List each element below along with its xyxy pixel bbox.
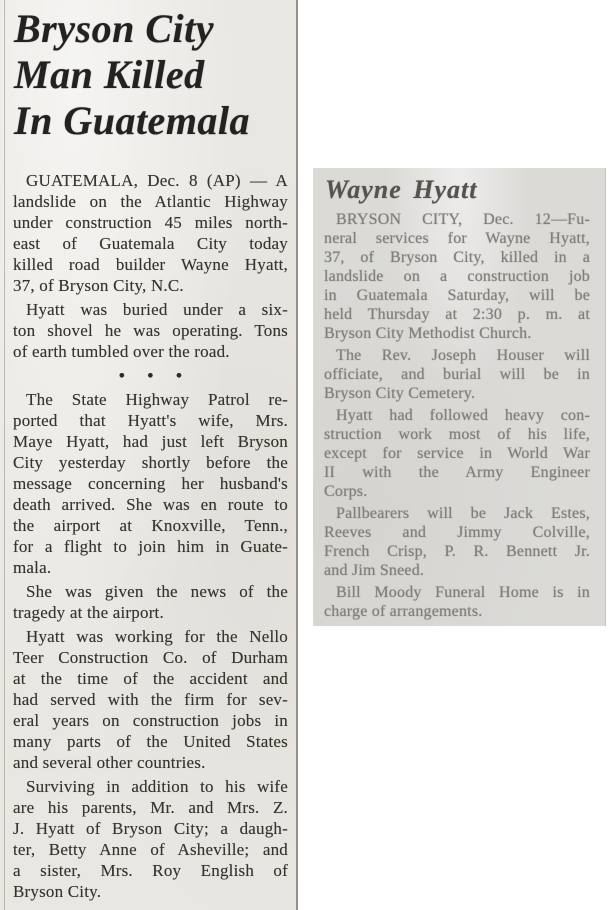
- text-line: The Rev. Joseph Houser will: [336, 347, 590, 364]
- text-line: for a flight to join him in Guate-: [13, 537, 288, 556]
- left-article-body: [13, 170, 288, 902]
- text-line: and Jim Sneed.: [324, 562, 425, 579]
- text-line: death arrived. She was en route to: [13, 495, 288, 514]
- text-line: Bryson City Methodist Church.: [324, 325, 532, 342]
- paragraph: [324, 210, 590, 343]
- text-line: Surviving in addition to his wife: [26, 777, 288, 796]
- text-line: BRYSON CITY, Dec. 12—Fu-: [336, 211, 590, 228]
- text-line: held Thursday at 2:30 p. m. at: [324, 306, 590, 323]
- text-line: under construction 45 miles north-: [13, 213, 288, 232]
- newspaper-clipping-left: [0, 0, 298, 910]
- headline-line-1: Bryson City: [14, 6, 214, 51]
- text-line: GUATEMALA, Dec. 8 (AP) — A: [26, 171, 288, 190]
- text-line: are his parents, Mr. and Mrs. Z.: [13, 798, 288, 817]
- text-line: officiate, and burial will be in: [324, 366, 590, 383]
- right-article-body: [324, 210, 590, 621]
- text-line: many parts of the United States: [13, 732, 288, 751]
- text-line: the airport at Knoxville, Tenn.,: [13, 516, 288, 535]
- text-line: had served with the firm for sev-: [13, 690, 288, 709]
- text-line: French Crisp, P. R. Bennett Jr.: [324, 543, 590, 560]
- text-line: 37, of Bryson City, N.C.: [13, 276, 184, 295]
- text-line: J. Hyatt of Bryson City; a daugh-: [13, 819, 288, 838]
- text-line: ter, Betty Anne of Asheville; and: [13, 840, 288, 859]
- text-line: killed road builder Wayne Hyatt,: [13, 255, 288, 274]
- text-line: at the time of the accident and: [13, 669, 288, 688]
- text-line: Pallbearers will be Jack Estes,: [336, 505, 590, 522]
- text-line: landslide on a construction job: [324, 268, 590, 285]
- text-line: Reeves and Jimmy Colville,: [324, 524, 590, 541]
- text-line: Bryson City Cemetery.: [324, 385, 476, 402]
- paragraph: [13, 389, 288, 578]
- headline-line-2: Man Killed: [14, 52, 205, 97]
- text-line: Hyatt had followed heavy con-: [336, 407, 590, 424]
- text-line: Hyatt was buried under a six-: [26, 300, 288, 319]
- text-line: and several other countries.: [13, 753, 206, 772]
- obituary-title: Wayne Hyatt: [325, 175, 478, 204]
- text-line: Bryson City.: [13, 882, 102, 901]
- paragraph: [13, 170, 288, 296]
- text-line: landslide on the Atlantic Highway: [13, 192, 288, 211]
- text-line: Bill Moody Funeral Home is in: [336, 584, 590, 601]
- text-line: She was given the news of the: [26, 582, 288, 601]
- text-line: in Guatemala Saturday, will be: [324, 287, 590, 304]
- text-line: Maye Hyatt, had just left Bryson: [13, 432, 288, 451]
- text-line: ton shovel he was operating. Tons: [13, 321, 288, 340]
- text-line: message concerning her husband's: [13, 474, 288, 493]
- paragraph: [13, 626, 288, 773]
- text-line: The State Highway Patrol re-: [26, 390, 288, 409]
- headline-line-3: In Guatemala: [14, 98, 251, 143]
- text-line: ported that Hyatt's wife, Mrs.: [13, 411, 288, 430]
- text-line: tragedy at the airport.: [13, 603, 164, 622]
- text-line: City yesterday shortly before the: [13, 453, 288, 472]
- text-line: mala.: [13, 558, 52, 577]
- paragraph: [324, 406, 590, 501]
- text-line: except for service in World War: [324, 445, 590, 462]
- text-line: neral services for Wayne Hyatt,: [324, 230, 590, 247]
- text-line: east of Guatemala City today: [13, 234, 288, 253]
- paragraph: [13, 299, 288, 362]
- text-line: II with the Army Engineer: [324, 464, 590, 481]
- paragraph: [324, 583, 590, 621]
- section-separator: • • •: [118, 366, 183, 385]
- paragraph: [324, 346, 590, 403]
- text-line: a sister, Mrs. Roy English of: [13, 861, 288, 880]
- text-line: Teer Construction Co. of Durham: [13, 648, 288, 667]
- text-line: charge of arrangements.: [324, 603, 483, 620]
- text-line: struction work most of his life,: [324, 426, 590, 443]
- paragraph: [13, 776, 288, 902]
- headline: [14, 6, 288, 144]
- text-line: Hyatt was working for the Nello: [26, 627, 288, 646]
- paragraph: [324, 504, 590, 580]
- text-line: eral years on construction jobs in: [13, 711, 288, 730]
- paragraph: [13, 581, 288, 623]
- text-line: of earth tumbled over the road.: [13, 342, 230, 361]
- text-line: Corps.: [324, 483, 368, 500]
- newspaper-clipping-right: [313, 168, 606, 626]
- text-line: 37, of Bryson City, killed in a: [324, 249, 590, 266]
